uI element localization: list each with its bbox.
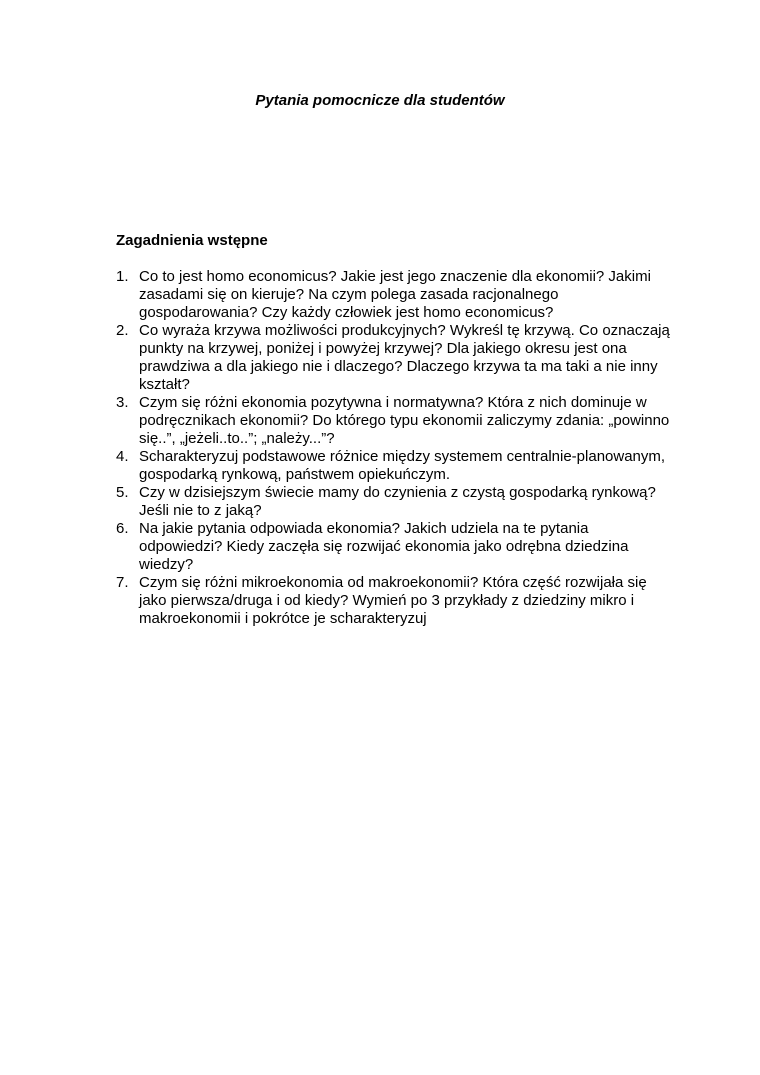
question-text: Czym się różni ekonomia pozytywna i normatywna? Która z nich dominuje w podręcznikach ekonomii? Do którego typu ekonomii zaliczymy zdania: „powinno się..”, „jeżeli..to..”; „należy...”? <box>139 394 670 447</box>
question-number: 5. <box>116 484 129 501</box>
section-heading: Zagadnienia wstępne <box>116 232 268 249</box>
question-item-7 <box>116 574 676 628</box>
question-item-4 <box>116 448 676 484</box>
question-text: Czy w dzisiejszym świecie mamy do czynienia z czystą gospodarką rynkową? Jeśli nie to z jaką? <box>139 484 656 519</box>
question-number: 6. <box>116 520 129 537</box>
question-text: Czym się różni mikroekonomia od makroekonomii? Która część rozwijała się jako pierwsza/druga i od kiedy? Wymień po 3 przykłady z dziedziny mikro i makroekonomii i pokrótce je scharakteryzuj <box>139 574 647 627</box>
question-item-2 <box>116 322 676 394</box>
question-number: 1. <box>116 268 129 285</box>
question-number: 4. <box>116 448 129 465</box>
question-text: Scharakteryzuj podstawowe różnice między systemem centralnie-planowanym, gospodarką rynkową, państwem opiekuńczym. <box>139 448 666 483</box>
question-item-3 <box>116 394 676 448</box>
question-text: Na jakie pytania odpowiada ekonomia? Jakich udziela na te pytania odpowiedzi? Kiedy zaczęła się rozwijać ekonomia jako odrębna dziedzina wiedzy? <box>139 520 629 573</box>
question-item-5 <box>116 484 676 520</box>
question-number: 2. <box>116 322 129 339</box>
question-text: Co to jest homo economicus? Jakie jest jego znaczenie dla ekonomii? Jakimi zasadami się on kieruje? Na czym polega zasada racjonalnego gospodarowania? Czy każdy człowiek jest homo economicus? <box>139 268 651 321</box>
question-list <box>116 268 676 628</box>
document-title: Pytania pomocnicze dla studentów <box>255 92 505 109</box>
question-number: 3. <box>116 394 129 411</box>
question-item-1 <box>116 268 676 322</box>
question-text: Co wyraża krzywa możliwości produkcyjnych? Wykreśl tę krzywą. Co oznaczają punkty na krzywej, poniżej i powyżej krzywej? Dla jakiego okresu jest ona prawdziwa a dla jakiego nie i dlaczego? Dlaczego krzywa ta ma taki a nie inny kształt? <box>139 322 670 393</box>
question-number: 7. <box>116 574 129 591</box>
question-item-6 <box>116 520 676 574</box>
